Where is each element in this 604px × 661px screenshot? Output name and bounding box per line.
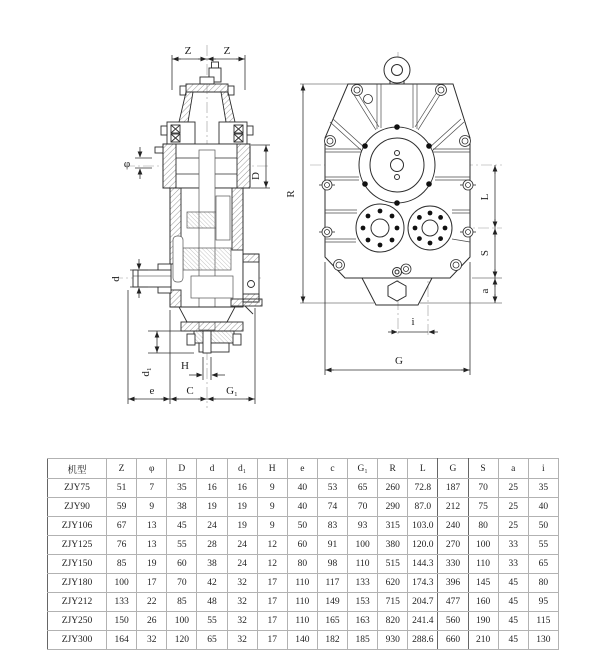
value-cell: 13 <box>137 517 167 536</box>
dim-label-d1: d₁ <box>140 367 152 377</box>
value-cell: 70 <box>348 498 378 517</box>
value-cell: 17 <box>257 612 287 631</box>
value-cell: 98 <box>317 555 347 574</box>
value-cell: 32 <box>227 574 257 593</box>
value-cell: 187 <box>438 479 468 498</box>
value-cell: 91 <box>317 536 347 555</box>
value-cell: 9 <box>257 517 287 536</box>
spec-table-body <box>48 479 559 650</box>
value-cell: 620 <box>378 574 408 593</box>
value-cell: 48 <box>197 593 227 612</box>
value-cell: 51 <box>107 479 137 498</box>
value-cell: 38 <box>197 555 227 574</box>
value-cell: 80 <box>468 517 498 536</box>
value-cell: 16 <box>197 479 227 498</box>
dim-label-a: a <box>479 288 491 294</box>
value-cell: 9 <box>257 498 287 517</box>
table-row <box>48 517 559 536</box>
value-cell: 35 <box>167 479 197 498</box>
model-cell: ZJY125 <box>48 536 107 555</box>
value-cell: 24 <box>227 555 257 574</box>
value-cell: 330 <box>438 555 468 574</box>
value-cell: 160 <box>468 593 498 612</box>
value-cell: 65 <box>528 555 558 574</box>
value-cell: 182 <box>317 631 347 650</box>
column-header: L <box>408 459 438 479</box>
value-cell: 17 <box>137 574 167 593</box>
value-cell: 28 <box>197 536 227 555</box>
value-cell: 144.3 <box>408 555 438 574</box>
dim-label-z-left: Z <box>184 45 192 57</box>
column-header: R <box>378 459 408 479</box>
table-row <box>48 612 559 631</box>
table-row <box>48 498 559 517</box>
output-boss-right <box>408 206 452 250</box>
value-cell: 110 <box>468 555 498 574</box>
value-cell: 930 <box>378 631 408 650</box>
value-cell: 715 <box>378 593 408 612</box>
value-cell: 150 <box>107 612 137 631</box>
dim-label-r: R <box>285 190 297 198</box>
value-cell: 60 <box>287 536 317 555</box>
value-cell: 45 <box>498 612 528 631</box>
value-cell: 70 <box>468 479 498 498</box>
dim-label-e: e <box>149 385 155 397</box>
value-cell: 65 <box>197 631 227 650</box>
value-cell: 33 <box>498 536 528 555</box>
value-cell: 19 <box>227 517 257 536</box>
value-cell: 204.7 <box>408 593 438 612</box>
value-cell: 40 <box>528 498 558 517</box>
column-header-model: 机型 <box>48 459 107 479</box>
value-cell: 87.0 <box>408 498 438 517</box>
column-header: G₁ <box>348 459 378 479</box>
value-cell: 117 <box>317 574 347 593</box>
value-cell: 100 <box>348 536 378 555</box>
dim-label-g: G <box>395 355 403 367</box>
value-cell: 130 <box>528 631 558 650</box>
value-cell: 25 <box>498 498 528 517</box>
value-cell: 65 <box>348 479 378 498</box>
column-header: Z <box>107 459 137 479</box>
bell-housing <box>179 77 235 122</box>
value-cell: 32 <box>137 631 167 650</box>
value-cell: 33 <box>498 555 528 574</box>
value-cell: 83 <box>317 517 347 536</box>
value-cell: 67 <box>107 517 137 536</box>
value-cell: 17 <box>257 593 287 612</box>
value-cell: 17 <box>257 631 287 650</box>
value-cell: 50 <box>528 517 558 536</box>
dim-label-g1: G₁ <box>226 385 238 397</box>
lifting-eye <box>384 57 410 84</box>
value-cell: 45 <box>498 574 528 593</box>
value-cell: 153 <box>348 593 378 612</box>
value-cell: 17 <box>257 574 287 593</box>
value-cell: 190 <box>468 612 498 631</box>
value-cell: 85 <box>107 555 137 574</box>
value-cell: 315 <box>378 517 408 536</box>
dim-label-phi: φ <box>123 158 131 170</box>
value-cell: 32 <box>227 612 257 631</box>
bearing-block-left <box>161 122 195 144</box>
value-cell: 477 <box>438 593 468 612</box>
value-cell: 820 <box>378 612 408 631</box>
value-cell: 120.0 <box>408 536 438 555</box>
output-boss-left <box>356 204 404 252</box>
value-cell: 164 <box>107 631 137 650</box>
value-cell: 40 <box>287 479 317 498</box>
value-cell: 42 <box>197 574 227 593</box>
value-cell: 22 <box>137 593 167 612</box>
column-header: d <box>197 459 227 479</box>
model-cell: ZJY250 <box>48 612 107 631</box>
value-cell: 12 <box>257 536 287 555</box>
value-cell: 120 <box>167 631 197 650</box>
value-cell: 74 <box>317 498 347 517</box>
dim-label-z-right: Z <box>223 45 231 57</box>
value-cell: 80 <box>528 574 558 593</box>
bearing-block-right <box>219 122 253 144</box>
value-cell: 24 <box>197 517 227 536</box>
value-cell: 133 <box>107 593 137 612</box>
value-cell: 16 <box>227 479 257 498</box>
value-cell: 70 <box>167 574 197 593</box>
value-cell: 100 <box>167 612 197 631</box>
value-cell: 260 <box>378 479 408 498</box>
table-row <box>48 631 559 650</box>
value-cell: 12 <box>257 555 287 574</box>
spec-table-container <box>47 458 559 650</box>
table-row <box>48 593 559 612</box>
value-cell: 290 <box>378 498 408 517</box>
value-cell: 85 <box>167 593 197 612</box>
value-cell: 55 <box>528 536 558 555</box>
value-cell: 35 <box>528 479 558 498</box>
value-cell: 80 <box>287 555 317 574</box>
value-cell: 40 <box>287 498 317 517</box>
dim-label-d-shaft: d <box>110 276 122 282</box>
model-cell: ZJY180 <box>48 574 107 593</box>
value-cell: 76 <box>107 536 137 555</box>
value-cell: 75 <box>468 498 498 517</box>
column-header: i <box>528 459 558 479</box>
value-cell: 19 <box>197 498 227 517</box>
dim-label-d-upper: D <box>250 172 262 180</box>
value-cell: 45 <box>167 517 197 536</box>
value-cell: 185 <box>348 631 378 650</box>
value-cell: 72.8 <box>408 479 438 498</box>
spec-table-header-row <box>48 459 559 479</box>
value-cell: 210 <box>468 631 498 650</box>
value-cell: 110 <box>348 555 378 574</box>
table-row <box>48 574 559 593</box>
value-cell: 163 <box>348 612 378 631</box>
table-row <box>48 555 559 574</box>
value-cell: 100 <box>107 574 137 593</box>
column-header: D <box>167 459 197 479</box>
model-cell: ZJY150 <box>48 555 107 574</box>
value-cell: 50 <box>287 517 317 536</box>
value-cell: 110 <box>287 593 317 612</box>
model-cell: ZJY300 <box>48 631 107 650</box>
value-cell: 38 <box>167 498 197 517</box>
value-cell: 32 <box>227 593 257 612</box>
value-cell: 45 <box>498 593 528 612</box>
dim-label-l: L <box>479 193 491 201</box>
value-cell: 174.3 <box>408 574 438 593</box>
model-cell: ZJY212 <box>48 593 107 612</box>
column-header: φ <box>137 459 167 479</box>
value-cell: 53 <box>317 479 347 498</box>
dim-label-s: S <box>479 249 491 257</box>
value-cell: 26 <box>137 612 167 631</box>
model-cell: ZJY106 <box>48 517 107 536</box>
value-cell: 115 <box>528 612 558 631</box>
right-view-front <box>310 52 502 336</box>
bottom-output <box>179 307 243 353</box>
model-cell: ZJY90 <box>48 498 107 517</box>
spec-table <box>47 458 559 650</box>
value-cell: 93 <box>348 517 378 536</box>
value-cell: 19 <box>137 555 167 574</box>
value-cell: 60 <box>167 555 197 574</box>
value-cell: 515 <box>378 555 408 574</box>
left-view-section <box>112 45 268 408</box>
column-header: G <box>438 459 468 479</box>
value-cell: 55 <box>167 536 197 555</box>
value-cell: 95 <box>528 593 558 612</box>
model-cell: ZJY75 <box>48 479 107 498</box>
value-cell: 288.6 <box>408 631 438 650</box>
value-cell: 24 <box>227 536 257 555</box>
dim-label-h: H <box>181 360 189 372</box>
value-cell: 241.4 <box>408 612 438 631</box>
dim-label-c: C <box>186 385 194 397</box>
column-header: d₁ <box>227 459 257 479</box>
value-cell: 110 <box>287 612 317 631</box>
value-cell: 380 <box>378 536 408 555</box>
value-cell: 149 <box>317 593 347 612</box>
value-cell: 133 <box>348 574 378 593</box>
value-cell: 165 <box>317 612 347 631</box>
value-cell: 45 <box>498 631 528 650</box>
value-cell: 270 <box>438 536 468 555</box>
value-cell: 9 <box>137 498 167 517</box>
value-cell: 100 <box>468 536 498 555</box>
value-cell: 59 <box>107 498 137 517</box>
value-cell: 396 <box>438 574 468 593</box>
table-row <box>48 479 559 498</box>
value-cell: 660 <box>438 631 468 650</box>
value-cell: 25 <box>498 517 528 536</box>
value-cell: 240 <box>438 517 468 536</box>
column-header: c <box>317 459 347 479</box>
column-header: e <box>287 459 317 479</box>
value-cell: 7 <box>137 479 167 498</box>
column-header: S <box>468 459 498 479</box>
drain-plug-hex <box>388 281 406 301</box>
value-cell: 19 <box>227 498 257 517</box>
value-cell: 55 <box>197 612 227 631</box>
value-cell: 145 <box>468 574 498 593</box>
value-cell: 32 <box>227 631 257 650</box>
value-cell: 212 <box>438 498 468 517</box>
column-header: a <box>498 459 528 479</box>
value-cell: 9 <box>257 479 287 498</box>
table-row <box>48 536 559 555</box>
value-cell: 13 <box>137 536 167 555</box>
value-cell: 25 <box>498 479 528 498</box>
dim-label-i: i <box>411 316 415 328</box>
value-cell: 560 <box>438 612 468 631</box>
column-header: H <box>257 459 287 479</box>
value-cell: 140 <box>287 631 317 650</box>
value-cell: 110 <box>287 574 317 593</box>
value-cell: 103.0 <box>408 517 438 536</box>
